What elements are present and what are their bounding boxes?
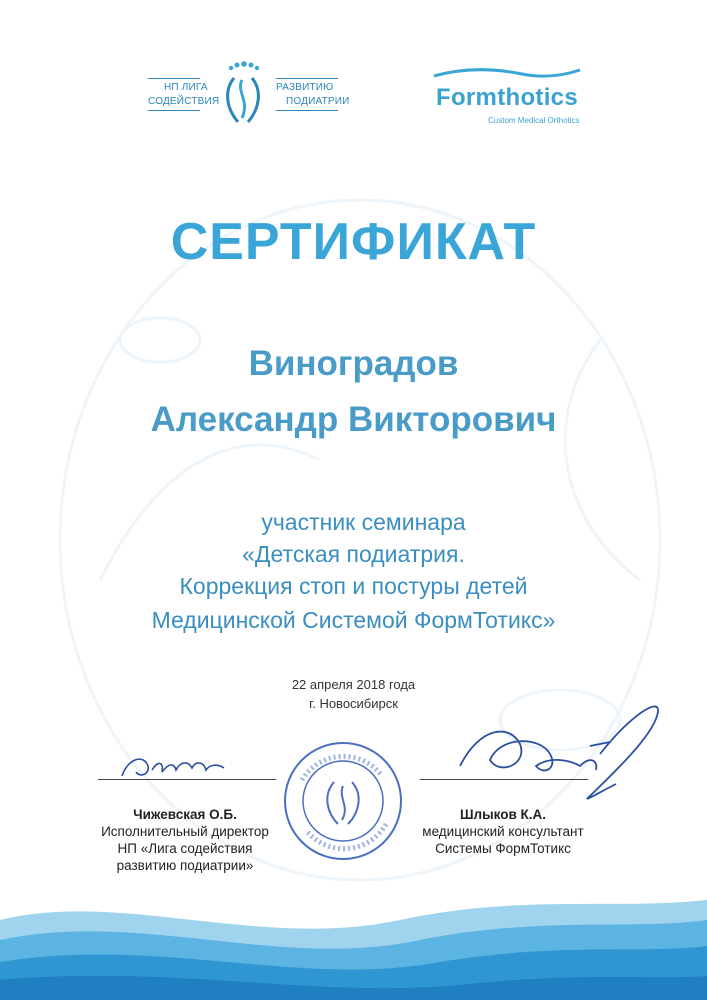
description-line-2: «Детская подиатрия. bbox=[242, 541, 465, 567]
signature-right bbox=[440, 696, 670, 806]
organization-stamp bbox=[282, 740, 404, 862]
logo-left-text-2: СОДЕЙСТВИЯ bbox=[148, 96, 220, 107]
logo-right-text-1: РАЗВИТИЮ bbox=[276, 82, 334, 93]
event-city: г. Новосибирск bbox=[309, 696, 398, 711]
liga-podiatry-logo bbox=[148, 60, 350, 130]
wave-logo-icon bbox=[432, 66, 582, 82]
brand-name: Formthotics bbox=[436, 84, 578, 111]
signatory-right-role-1: медицинский консультант bbox=[422, 824, 584, 839]
recipient-name: Александр Викторович bbox=[150, 400, 557, 439]
signatory-right bbox=[408, 806, 598, 857]
bottom-wave-decoration bbox=[0, 880, 707, 1000]
recipient-surname: Виноградов bbox=[248, 344, 459, 383]
certificate-title: СЕРТИФИКАТ bbox=[170, 213, 537, 271]
description-line-4: Медицинской Системой ФормТотикс» bbox=[151, 607, 556, 633]
logo-left-text-1: НП ЛИГА bbox=[164, 82, 208, 93]
signatory-left-role-3: развитию подиатрии» bbox=[116, 858, 254, 873]
logo-right-text-2: ПОДИАТРИИ bbox=[286, 96, 350, 107]
signatory-right-role-2: Системы ФормТотикс bbox=[435, 841, 571, 856]
signatory-left-role-1: Исполнительный директор bbox=[101, 824, 269, 839]
signatory-right-name: Шлыков К.А. bbox=[459, 807, 547, 822]
signatory-left-name: Чижевская О.Б. bbox=[133, 807, 237, 822]
signature-line-left bbox=[98, 779, 276, 780]
description-line-1: участник семинара bbox=[261, 509, 466, 535]
brand-subtitle: Custom Medical Orthotics bbox=[488, 116, 580, 125]
event-date: 22 апреля 2018 года bbox=[291, 677, 416, 692]
formthotics-logo bbox=[432, 66, 582, 130]
signature-line-right bbox=[420, 779, 588, 780]
footprint-logo-icon bbox=[216, 60, 270, 130]
signatory-left bbox=[75, 806, 295, 874]
signatory-left-role-2: НП «Лига содействия bbox=[117, 841, 253, 856]
description-line-3: Коррекция стоп и постуры детей bbox=[179, 573, 528, 599]
